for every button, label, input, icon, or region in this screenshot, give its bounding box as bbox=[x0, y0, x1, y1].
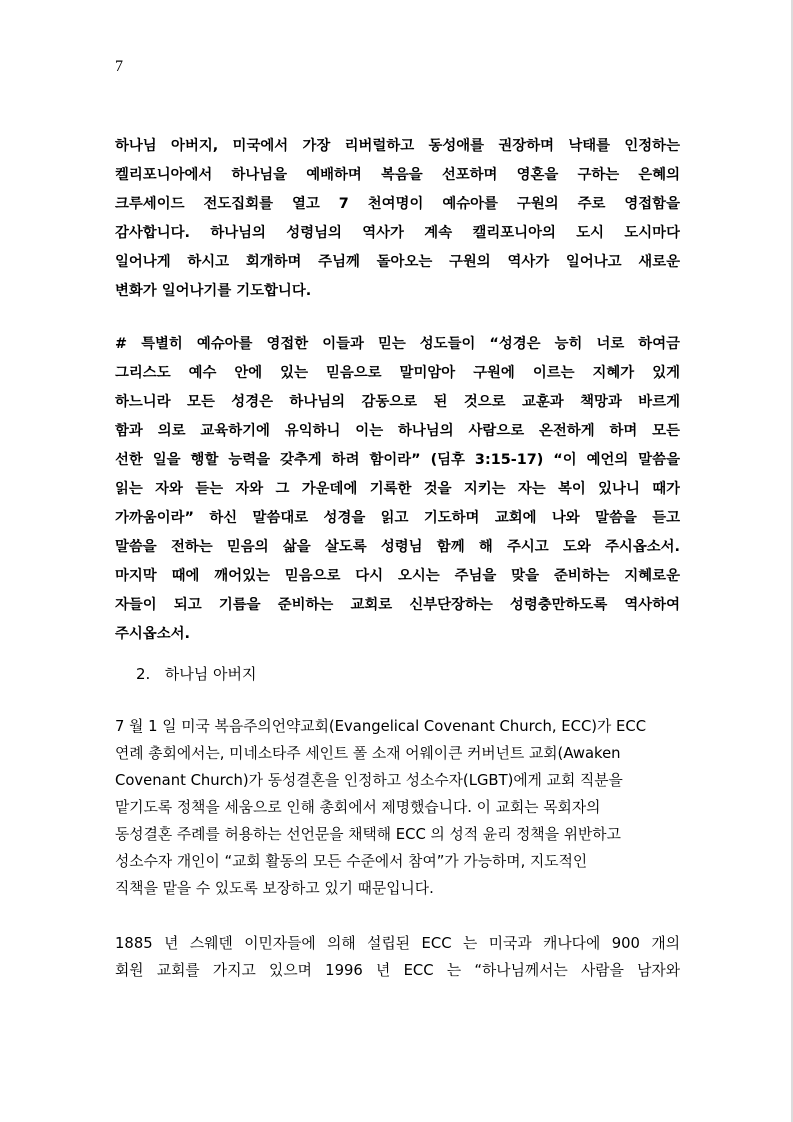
text-line: 마지막 때에 깨어있는 믿음으로 다시 오시는 주님을 맞을 준비하는 지혜로운 bbox=[115, 568, 680, 584]
text-line: Covenant Church)가 동성결혼을 인정하고 성소수자(LGBT)에게 교회 직분을 bbox=[115, 772, 623, 789]
text-line: 성소수자 개인이 “교회 활동의 모든 수준에서 참여”가 가능하며, 지도적인 bbox=[115, 853, 588, 870]
text-line: 하느니라 모든 성경은 하나님의 감동으로 된 것으로 교훈과 책망과 바르게 bbox=[115, 394, 680, 410]
text-line: 1885 년 스웨덴 이민자들에 의해 설립된 ECC 는 미국과 캐나다에 900 개의 bbox=[115, 935, 680, 952]
paragraph-prayer-california bbox=[115, 132, 680, 306]
text-line: 감사합니다. 하나님의 성령님의 역사가 계속 캘리포니아의 도시 도시마다 bbox=[115, 225, 680, 241]
text-line: 크루세이드 전도집회를 열고 7 천여명이 예슈아를 구원의 주로 영접함을 bbox=[115, 196, 680, 212]
text-line: 가까움이라” 하신 말씀대로 성경을 읽고 기도하며 교회에 나와 말씀을 듣고 bbox=[115, 510, 680, 526]
paragraph-ecc-history bbox=[115, 930, 680, 984]
text-line: 연례 총회에서는, 미네소타주 세인트 폴 소재 어웨이큰 커버넌트 교회(Awaken bbox=[115, 745, 621, 762]
page-number: 7 bbox=[115, 58, 123, 75]
section-number: 2. bbox=[136, 665, 151, 683]
text-line: 선한 일을 행할 능력을 갖추게 하려 함이라” (딤후 3:15-17) “이 예언의 말씀을 bbox=[115, 452, 680, 468]
text-line: 직책을 맡을 수 있도록 보장하고 있기 때문입니다. bbox=[115, 880, 434, 897]
text-line: 함과 의로 교육하기에 유익하니 이는 하나님의 사람으로 온전하게 하며 모든 bbox=[115, 423, 680, 439]
paragraph-ecc-news bbox=[115, 713, 680, 902]
text-line: 켈리포니아에서 하나님을 예배하며 복음을 선포하며 영혼을 구하는 은혜의 bbox=[115, 167, 680, 183]
text-line: 읽는 자와 듣는 자와 그 가운데에 기록한 것을 지키는 자는 복이 있나니 때가 bbox=[115, 481, 680, 497]
text-line: 동성결혼 주례를 허용하는 선언문을 채택해 ECC 의 성적 윤리 정책을 위반하고 bbox=[115, 826, 621, 843]
text-line: 일어나게 하시고 회개하며 주님께 돌아오는 구원의 역사가 일어나고 새로운 bbox=[115, 254, 680, 270]
text-line: 회원 교회를 가지고 있으며 1996 년 ECC 는 “하나님께서는 사람을 남자와 bbox=[115, 962, 680, 979]
text-line: 말씀을 전하는 믿음의 삶을 살도록 성령님 함께 해 주시고 도와 주시옵소서. bbox=[115, 539, 680, 555]
text-line: 하나님 아버지, 미국에서 가장 리버럴하고 동성애를 권장하며 낙태를 인정하는 bbox=[115, 138, 680, 154]
text-line: 맡기도록 정책을 세움으로 인해 총회에서 제명했습니다. 이 교회는 목회자의 bbox=[115, 799, 601, 816]
text-line: 자들이 되고 기름을 준비하는 교회로 신부단장하는 성령충만하도록 역사하여 bbox=[115, 597, 680, 613]
section-heading bbox=[136, 662, 257, 686]
text-line: 변화가 일어나기를 기도합니다. bbox=[115, 283, 312, 299]
text-line: 주시옵소서. bbox=[115, 626, 190, 642]
section-title: 하나님 아버지 bbox=[164, 665, 257, 683]
text-line: 7 월 1 일 미국 복음주의언약교회(Evangelical Covenant Church, ECC)가 ECC bbox=[115, 718, 647, 735]
text-line: 그리스도 예수 안에 있는 믿음으로 말미암아 구원에 이르는 지혜가 있게 bbox=[115, 365, 680, 381]
paragraph-scripture-prayer bbox=[115, 330, 680, 649]
text-line: # 특별히 예슈아를 영접한 이들과 믿는 성도들이 “성경은 능히 너로 하여금 bbox=[115, 336, 680, 352]
